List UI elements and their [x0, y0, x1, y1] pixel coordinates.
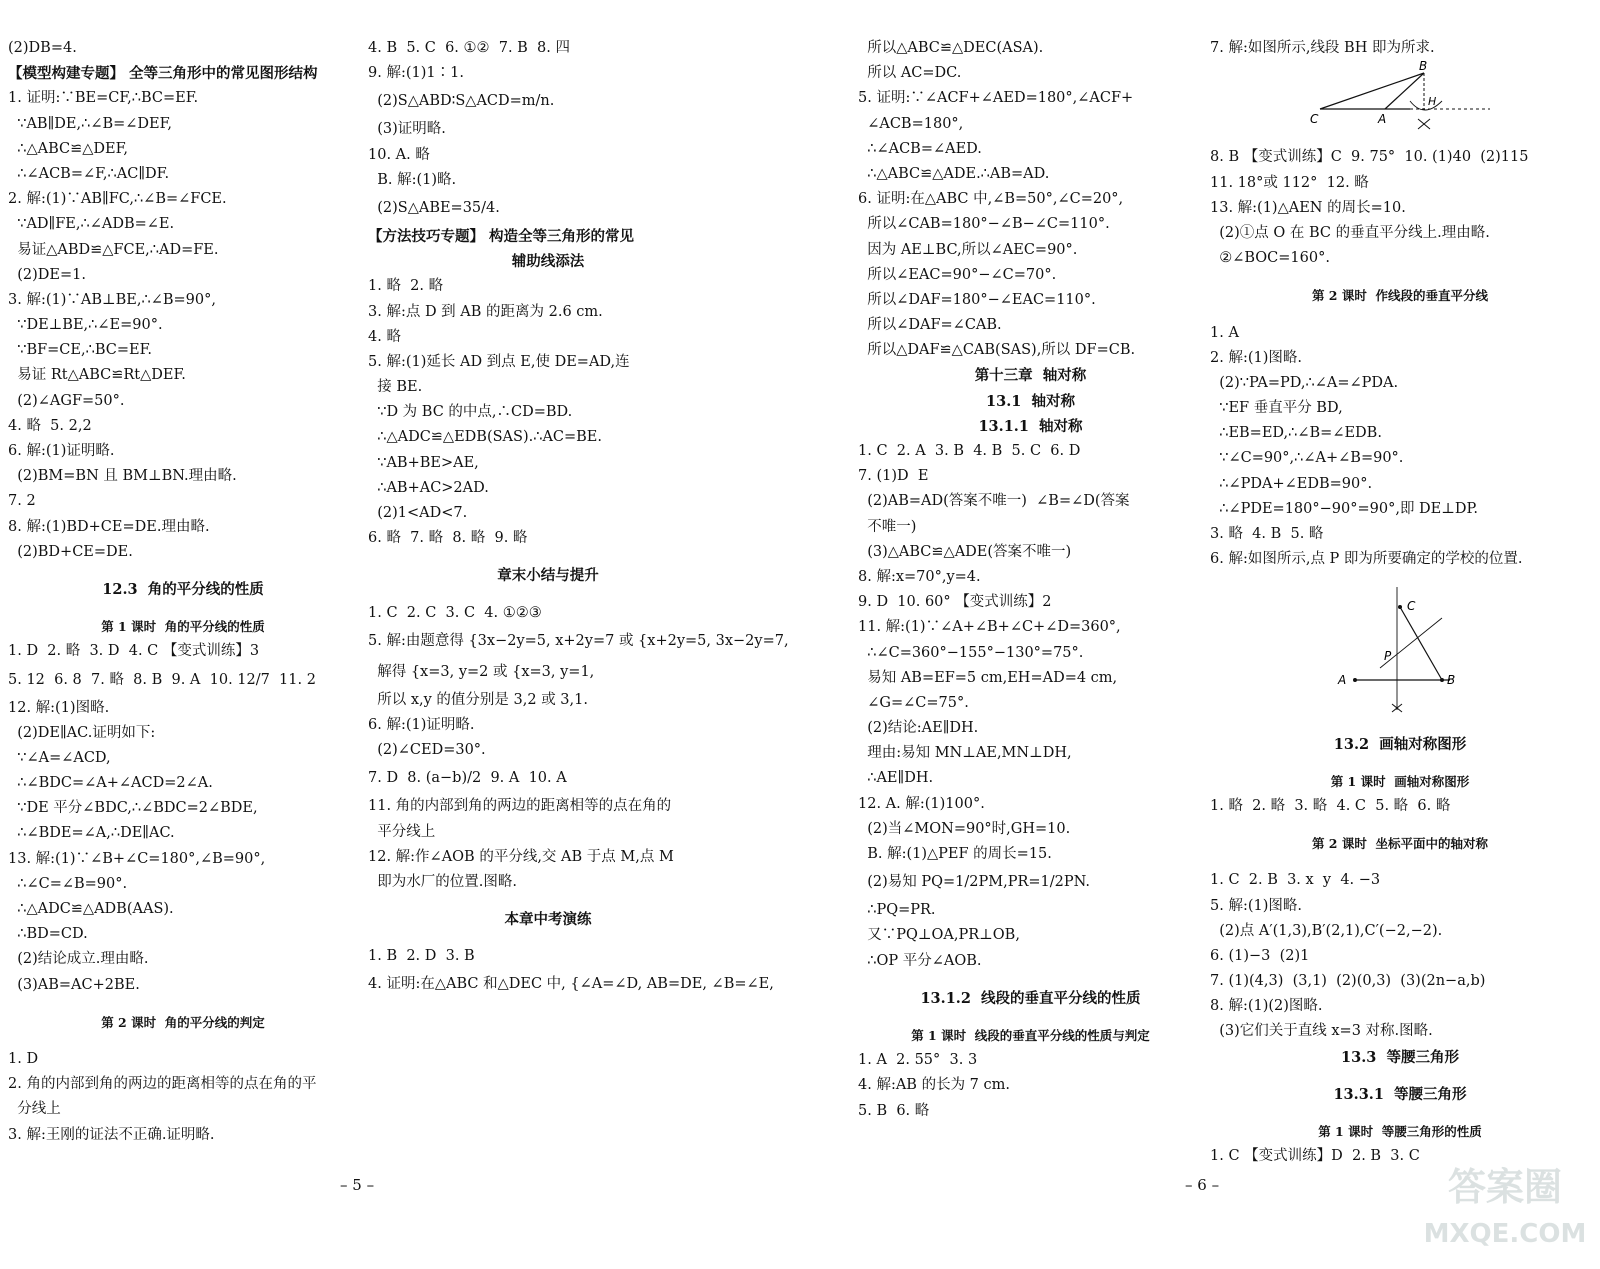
answer-line: 12. 解:作∠AOB 的平分线,交 AB 于点 M,点 M — [368, 848, 674, 865]
answer-line: 5. 解:(1)图略. — [1210, 897, 1302, 914]
column-4 — [1210, 36, 1590, 1169]
answer-line: 易证△ABD≌△FCE,∴AD=FE. — [8, 241, 219, 258]
answer-line: ∴△ADC≌△EDB(SAS).∴AC=BE. — [368, 429, 603, 446]
answer-line: (2)BM=BN 且 BM⊥BN.理由略. — [8, 468, 237, 485]
lesson-heading: 第 1 课时 画轴对称图形 — [1330, 773, 1470, 789]
answer-line: 所以∠EAC=90°−∠C=70°. — [858, 266, 1057, 283]
answer-line: 3. 解:(1)∵AB⊥BE,∴∠B=90°, — [8, 291, 216, 308]
answer-line: ∴OP 平分∠AOB. — [858, 952, 982, 969]
answer-line: 1. 证明:∵BE=CF,∴BC=EF. — [8, 90, 199, 107]
answer-line: (2)BD+CE=DE. — [8, 543, 133, 560]
answer-line: 1. 略 2. 略 3. 略 4. C 5. 略 6. 略 — [1210, 797, 1451, 814]
answer-line: 10. A. 略 — [368, 146, 430, 163]
answer-line — [1210, 856, 1590, 868]
answer-line: 8. 解:(1)(2)图略. — [1210, 998, 1323, 1015]
answer-line: 5. 12 6. 8 7. 略 8. B 9. A 10. 12/7 11. 2 — [8, 671, 316, 688]
answer-line: 2. 解:(1)∵AB∥FC,∴∠B=∠FCE. — [8, 191, 227, 208]
answer-line: 12. 解:(1)图略. — [8, 699, 110, 716]
page-number-5: – 5 – — [340, 1176, 375, 1194]
answer-line — [858, 1011, 1203, 1023]
answer-line — [368, 932, 728, 944]
answer-line: 接 BE. — [368, 379, 423, 396]
answer-line: 9. D 10. 60° 【变式训练】2 — [858, 594, 1052, 611]
answer-line: ∠G=∠C=75°. — [858, 694, 969, 711]
answer-line: 12. A. 解:(1)100°. — [858, 795, 985, 812]
answer-line: 6. (1)−3 (2)1 — [1210, 947, 1310, 964]
answer-line: 5. 解:(1)延长 AD 到点 E,使 DE=AD,连 — [368, 353, 630, 370]
answer-line: 7. (1)(4,3) (3,1) (2)(0,3) (3)(2n−a,b) — [1210, 973, 1486, 990]
section-heading: 本章中考演练 — [504, 911, 592, 929]
answer-line: 1. D 2. 略 3. D 4. C 【变式训练】3 — [8, 643, 260, 660]
answer-line: 所以∠DAF=180°−∠EAC=110°. — [858, 291, 1096, 308]
answer-line — [1210, 1070, 1590, 1082]
answer-line: 6. 略 7. 略 8. 略 9. 略 — [368, 530, 528, 547]
section-heading: 13.3.1 等腰三角形 — [1333, 1085, 1467, 1103]
answer-line — [8, 1035, 358, 1047]
answer-line: 1. C 2. B 3. x y 4. −3 — [1210, 872, 1381, 889]
answer-line: ∵D 为 BC 的中点,∴CD=BD. — [368, 404, 573, 421]
answer-line: 5. 解:由题意得 {3x−2y=5, x+2y=7 或 {x+2y=5, 3x−2y=7, — [368, 632, 789, 649]
answer-line: 11. 角的内部到角的两边的距离相等的点在角的 — [368, 798, 672, 815]
answer-line — [1210, 309, 1590, 321]
answer-line: 解得 {x=3, y=2 或 {x=3, y=1, — [368, 663, 595, 680]
lesson-heading: 第 2 课时 坐标平面中的轴对称 — [1311, 836, 1489, 852]
answer-line: 5. 证明:∵∠ACF+∠AED=180°,∠ACF+ — [858, 90, 1134, 107]
answer-line: ∴∠PDA+∠EDB=90°. — [1210, 475, 1373, 492]
answer-line: 8. 解:x=70°,y=4. — [858, 568, 981, 585]
answer-line: ∴△ABC≌△DEF, — [8, 140, 129, 157]
answer-line: ∴AE∥DH. — [858, 770, 934, 787]
answer-line: 3. 解:点 D 到 AB 的距离为 2.6 cm. — [368, 303, 603, 320]
answer-line: 6. 解:(1)证明略. — [368, 716, 475, 733]
answer-line: ∴△ADC≌△ADB(AAS). — [8, 901, 174, 917]
answer-line: 11. 解:(1)∵∠A+∠B+∠C+∠D=360°, — [858, 619, 1121, 636]
section-heading: 辅助线添法 — [511, 253, 585, 271]
answer-line: (2)∵PA=PD,∴∠A=∠PDA. — [1210, 374, 1399, 391]
answer-line: (3)它们关于直线 x=3 对称.图略. — [1210, 1023, 1433, 1040]
answer-line — [1210, 757, 1590, 769]
answer-line: (2)DB=4. — [8, 40, 77, 56]
lesson-heading: 第 1 课时 等腰三角形的性质 — [1318, 1124, 1482, 1140]
answer-line: (2)当∠MON=90°时,GH=10. — [858, 820, 1071, 837]
section-heading: 第十三章 轴对称 — [974, 367, 1087, 385]
answer-line: 4. B 5. C 6. ①② 7. B 8. 四 — [368, 40, 570, 56]
answer-line: 2. 解:(1)图略. — [1210, 349, 1302, 366]
answer-line: 6. 解:(1)证明略. — [8, 443, 115, 459]
answer-line: 因为 AE⊥BC,所以∠AEC=90°. — [858, 241, 1078, 258]
answer-line: 1. 略 2. 略 — [368, 278, 444, 295]
answer-line: 8. B 【变式训练】C 9. 75° 10. (1)40 (2)115 — [1210, 149, 1529, 166]
answer-line: (2)S△ABE=35/4. — [368, 199, 500, 216]
section-heading: 13.3 等腰三角形 — [1341, 1048, 1459, 1066]
answer-line: 1. A — [1210, 324, 1239, 341]
answer-line: (2)DE=1. — [8, 266, 86, 283]
answer-line: (2)结论:AE∥DH. — [858, 720, 979, 737]
lesson-heading: 第 1 课时 角的平分线的性质 — [101, 619, 265, 635]
answer-line: 所以∠CAB=180°−∠B−∠C=110°. — [858, 216, 1110, 233]
answer-line — [858, 974, 1203, 986]
answer-line: ∵AB∥DE,∴∠B=∠DEF, — [8, 115, 173, 132]
answer-line: ∵EF 垂直平分 BD, — [1210, 400, 1343, 417]
watermark-logo — [1420, 1150, 1590, 1260]
answer-line: ∵DE 平分∠BDC,∴∠BDC=2∠BDE, — [8, 800, 258, 817]
answer-line: 7. 解:如图所示,线段 BH 即为所求. — [1210, 40, 1435, 56]
answer-line: 11. 18°或 112° 12. 略 — [1210, 174, 1369, 191]
section-heading: 13.2 画轴对称图形 — [1333, 735, 1467, 753]
column-2 — [368, 36, 789, 1000]
topic-heading: 【方法技巧专题】 构造全等三角形的常见 — [368, 227, 635, 245]
answer-line: 所以 x,y 的值分别是 3,2 或 3,1. — [368, 691, 588, 708]
topic-heading: 【模型构建专题】 全等三角形中的常见图形结构 — [8, 65, 318, 83]
answer-line — [8, 565, 358, 577]
answer-line: 又∵PQ⊥OA,PR⊥OB, — [858, 927, 1020, 944]
answer-line: ∵AB+BE>AE, — [368, 454, 479, 471]
answer-line — [1210, 271, 1590, 283]
answer-line: 所以 AC=DC. — [858, 65, 962, 82]
answer-line: (3)证明略. — [368, 121, 446, 138]
lesson-heading: 第 2 课时 角的平分线的判定 — [101, 1014, 265, 1030]
answer-line: 易证 Rt△ABC≌Rt△DEF. — [8, 367, 186, 384]
answer-line: 所以△ABC≌△DEC(ASA). — [858, 40, 1044, 56]
answer-line — [368, 551, 728, 563]
answer-line: ∵∠C=90°,∴∠A+∠B=90°. — [1210, 450, 1404, 467]
answer-line: 5. B 6. 略 — [858, 1102, 930, 1119]
answer-line: 6. 证明:在△ABC 中,∠B=50°,∠C=20°, — [858, 191, 1124, 208]
answer-line: (2)AB=AD(答案不唯一) ∠B=∠D(答案 — [858, 493, 1130, 510]
answer-line: (3)△ABC≌△ADE(答案不唯一) — [858, 543, 1072, 560]
answer-line: 1. C 【变式训练】D 2. B 3. C — [1210, 1148, 1420, 1165]
answer-line: 所以∠DAF=∠CAB. — [858, 317, 1002, 334]
section-heading: 12.3 角的平分线的性质 — [102, 580, 264, 598]
answer-line: ∠ACB=180°, — [858, 115, 964, 132]
figure-perpendicular-bh — [1210, 61, 1510, 136]
answer-line: 1. B 2. D 3. B — [368, 948, 475, 965]
column-1 — [8, 36, 358, 1148]
answer-line: ∵AD∥FE,∴∠ADB=∠E. — [8, 216, 175, 233]
answer-line — [368, 589, 728, 601]
answer-line — [1210, 819, 1590, 831]
answer-line: (2)1<AD<7. — [368, 505, 468, 521]
answer-line: 6. 解:如图所示,点 P 即为所要确定的学校的位置. — [1210, 551, 1523, 568]
answer-line: 4. 解:AB 的长为 7 cm. — [858, 1077, 1010, 1094]
answer-line: ∴∠PDE=180°−90°=90°,即 DE⊥DP. — [1210, 500, 1478, 517]
answer-line: 所以△DAF≌△CAB(SAS),所以 DF=CB. — [858, 342, 1136, 359]
section-heading: 13.1.1 轴对称 — [978, 417, 1083, 435]
answer-line: 13. 解:(1)△AEN 的周长=10. — [1210, 199, 1406, 216]
answer-line: ②∠BOC=160°. — [1210, 250, 1330, 267]
answer-line: ∴∠ACB=∠AED. — [858, 140, 982, 157]
answer-line — [8, 602, 358, 614]
answer-line: 不唯一) — [858, 518, 917, 535]
answer-line: (2)结论成立.理由略. — [8, 951, 149, 968]
column-3 — [858, 36, 1203, 1124]
answer-line: 2. 角的内部到角的两边的距离相等的点在角的平 — [8, 1076, 317, 1093]
answer-line: (2)①点 O 在 BC 的垂直平分线上.理由略. — [1210, 224, 1490, 241]
answer-line: ∴△ABC≌△ADE.∴AB=AD. — [858, 165, 1050, 182]
answer-line: 理由:易知 MN⊥AE,MN⊥DH, — [858, 745, 1072, 762]
answer-line: 4. 证明:在△ABC 和△DEC 中, {∠A=∠D, AB=DE, ∠B=∠E, — [368, 976, 774, 993]
fig1-label-a: A — [1378, 112, 1387, 127]
answer-line: ∵BF=CE,∴BC=EF. — [8, 342, 152, 359]
answer-line — [1210, 1107, 1590, 1119]
answer-line: 1. A 2. 55° 3. 3 — [858, 1052, 978, 1069]
section-heading: 13.1 轴对称 — [986, 392, 1075, 410]
watermark-line1: 答案圈 — [1447, 1165, 1563, 1209]
answer-line: ∴∠BDC=∠A+∠ACD=2∠A. — [8, 775, 213, 792]
watermark-line2: MXQE.COM — [1423, 1219, 1587, 1249]
answer-line — [8, 998, 358, 1010]
answer-line: ∵DE⊥BE,∴∠E=90°. — [8, 317, 163, 334]
answer-line: 易知 AB=EF=5 cm,EH=AD=4 cm, — [858, 669, 1118, 686]
answer-line: 1. C 2. A 3. B 4. B 5. C 6. D — [858, 443, 1081, 459]
answer-line: 4. 略 — [368, 328, 401, 345]
fig1-label-b: B — [1419, 61, 1428, 74]
answer-line: ∴BD=CD. — [8, 926, 88, 943]
fig2-label-b: B — [1447, 673, 1456, 688]
answer-line: (2)点 A′(1,3),B′(2,1),C′(−2,−2). — [1210, 922, 1443, 939]
lesson-heading: 第 1 课时 线段的垂直平分线的性质与判定 — [911, 1027, 1150, 1043]
answer-line: 1. D — [8, 1050, 39, 1067]
answer-line: ∴AB+AC>2AD. — [368, 479, 489, 496]
answer-line: 平分线上 — [368, 823, 436, 840]
answer-line: 3. 略 4. B 5. 略 — [1210, 526, 1324, 543]
figure-fig2 — [1210, 572, 1590, 731]
section-heading: 13.1.2 线段的垂直平分线的性质 — [920, 989, 1141, 1007]
answer-line: 7. 2 — [8, 493, 36, 510]
answer-line: B. 解:(1)略. — [368, 171, 457, 188]
answer-line: ∴EB=ED,∴∠B=∠EDB. — [1210, 425, 1382, 442]
answer-line: 13. 解:(1)∵∠B+∠C=180°,∠B=90°, — [8, 850, 266, 867]
figure-fig1 — [1210, 61, 1590, 145]
answer-line: (2)∠CED=30°. — [368, 742, 486, 759]
fig2-label-c: C — [1407, 599, 1416, 614]
answer-line: ∴∠BDE=∠A,∴DE∥AC. — [8, 825, 175, 842]
page-number-6: – 6 – — [1185, 1176, 1220, 1194]
answer-line: 7. D 8. (a−b)/2 9. A 10. A — [368, 770, 567, 787]
answer-line: (2)DE∥AC.证明如下: — [8, 724, 156, 741]
answer-line: B. 解:(1)△PEF 的周长=15. — [858, 846, 1052, 862]
figure-school-position — [1210, 572, 1510, 722]
answer-line: (3)AB=AC+2BE. — [8, 976, 140, 993]
answer-line: 即为水厂的位置.图略. — [368, 873, 517, 890]
answer-line: ∴∠C=360°−155°−130°=75°. — [858, 644, 1084, 661]
lesson-heading: 第 2 课时 作线段的垂直平分线 — [1311, 288, 1489, 304]
section-heading: 章末小结与提升 — [497, 567, 599, 585]
answer-line: ∴PQ=PR. — [858, 902, 936, 919]
fig2-label-a: A — [1338, 673, 1347, 688]
answer-line: 9. 解:(1)1∶1. — [368, 65, 464, 82]
answer-line: 8. 解:(1)BD+CE=DE.理由略. — [8, 518, 210, 535]
answer-line: (2)易知 PQ=1/2PM,PR=1/2PN. — [858, 874, 1090, 891]
answer-line: 7. (1)D E — [858, 468, 929, 485]
answer-line: 3. 解:王刚的证法不正确.证明略. — [8, 1126, 215, 1143]
answer-line: (2)∠AGF=50°. — [8, 392, 125, 409]
answer-line: 分线上 — [8, 1101, 61, 1118]
answer-line: 1. C 2. C 3. C 4. ①②③ — [368, 604, 542, 621]
answer-line — [368, 895, 728, 907]
answer-line: ∴∠ACB=∠F,∴AC∥DF. — [8, 165, 170, 182]
fig1-label-h: H — [1428, 95, 1437, 109]
fig1-label-c: C — [1310, 112, 1319, 127]
answer-line: ∴∠C=∠B=90°. — [8, 875, 128, 892]
fig2-label-p: P — [1384, 649, 1392, 664]
answer-line: (2)S△ABD∶S△ACD=m/n. — [368, 93, 555, 110]
answer-line: ∵∠A=∠ACD, — [8, 749, 111, 766]
answer-line: 4. 略 5. 2,2 — [8, 417, 92, 434]
